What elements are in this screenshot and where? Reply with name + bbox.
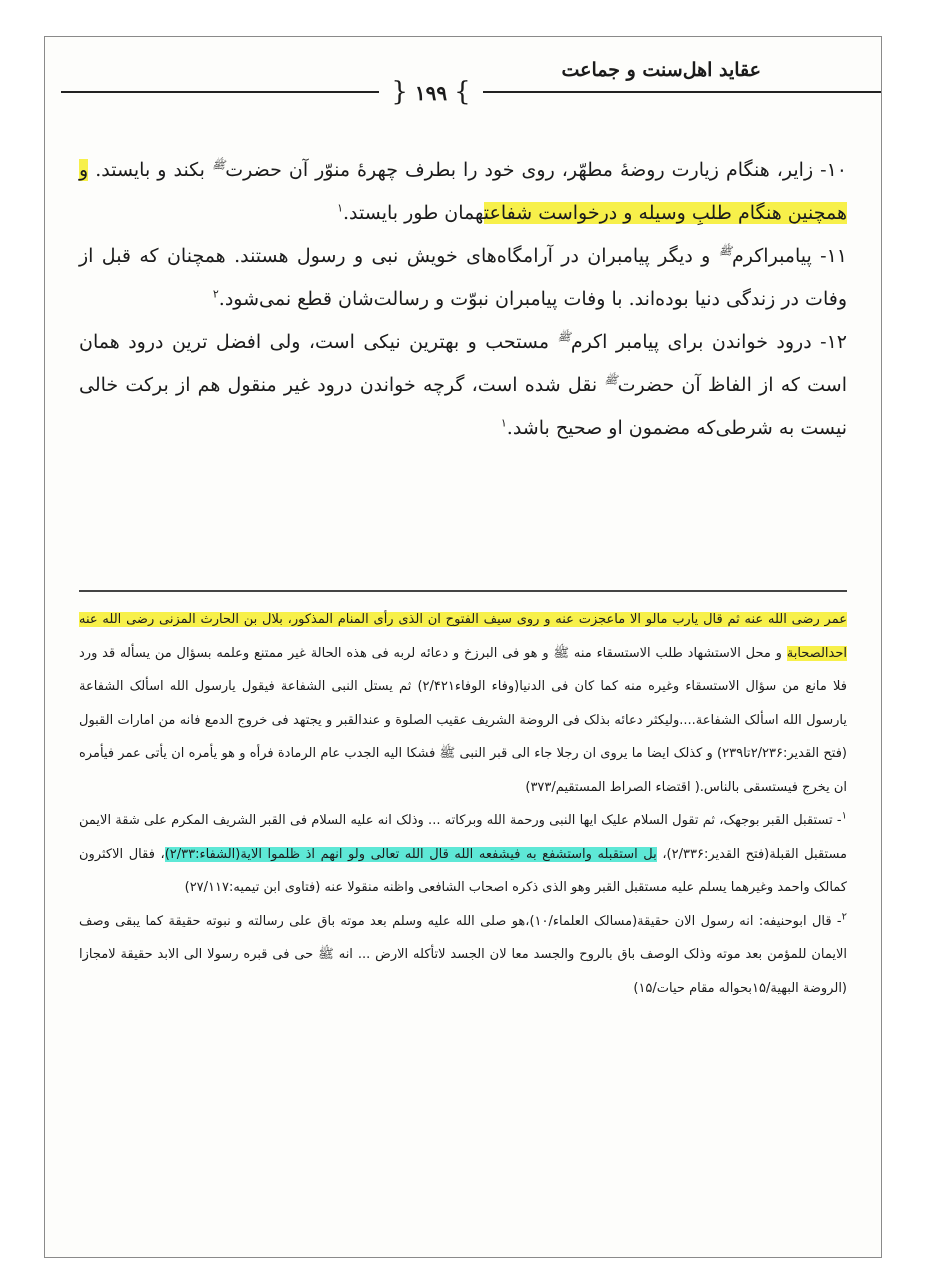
bracket-right-icon: { [454,77,471,107]
p10-text-c: همان طور بایستد. [343,202,484,224]
footnotes [79,603,847,1005]
footnote-number: ۲ [841,911,847,923]
p11-text-a: ۱۱- پیامبراکرم [732,245,847,267]
footnote-ref: ۱ [337,201,344,215]
book-page [44,36,882,1258]
paragraph-11 [79,235,847,321]
footnote-continuation [79,603,847,804]
p10-text-a: ۱۰- زایر، هنگام زیارت روضهٔ مطهّر، روی خود را بطرف چهرهٔ منوّر آن حضرت [225,159,847,181]
paragraph-10 [79,149,847,235]
salawat-icon: ﷺ [557,330,571,344]
paragraph-12 [79,321,847,450]
salawat-icon: ﷺ [718,244,733,258]
p11-text-b: و دیگر پیامبران در آرامگاه‌های خویش نبی و رسول هستند. همچنان که قبل از وفات در زندگی دنیا بوده‌اند. با وفات پیامبران نبوّت و رسالت‌شان قطع نمی‌شود. [79,245,847,310]
running-title: عقاید اهل‌سنت و جماعت [561,59,761,81]
p10-highlight: و همچنین هنگام طلبِ وسیله و درخواست شفاعت [79,159,847,224]
footnote-ref: ۲ [212,287,219,301]
footnote-ref: ۱ [500,416,507,430]
footnote-1 [79,804,847,905]
page-number: ۱۹۹ [414,81,448,105]
page-header [61,55,881,111]
page-number-box [379,77,483,107]
p12-text-c: نقل شده است، گرچه خواندن درود غیر منقول هم از برکت خالی نیست به شرطی‌که مضمون او صحیح باشد. [79,374,847,439]
footnote-number: ۱ [841,810,847,822]
salawat-icon: ﷺ [604,373,618,387]
footnote-highlight-cyan: بل استقبله واستشفع به فیشفعه الله قال الله تعالی ولو انهم اذ ظلموا الایة(الشفاء:۲/۳۳) [164,846,657,862]
p10-text-b: بکند و بایستد. [88,159,212,181]
bracket-left-icon: } [391,77,408,107]
footnote-2-text: - قال ابوحنیفه: انه رسول الان حقیقة(مسالک العلماء/۱۰)،هو صلی الله علیه وسلم بعد موته باق علی رسالته و نبوته حقیقة کما یبقی وصف الایمان للمؤمن بعد موته وذلک الوصف باق بالروح والجسد معا لان الجسد لاتأکله الارض ... انه ﷺ حی فی قبره رسولا الی الابد حقیقة لامجازا (الروضة البهیة/۱۵بحواله مقام حیات/۱۵) [79,913,847,996]
p12-text-a: ۱۲- درود خواندن برای پیامبر اکرم [570,331,847,353]
p12-text-b: مستحب و بهترین نیکی است، ولی افضل ترین درود همان است که از الفاظ آن حضرت [79,331,847,396]
footnote-divider [79,590,847,592]
main-text [79,149,847,450]
footnote-1-text-b: ، فقال الاکثرون کمالک واحمد وغیرهما یسلم علیه مستقبل القبر وهو الذی ذکره اصحاب الشافعی واظنه منقولا عنه (فتاوی ابن تیمیه:۲۷/۱۱۷) [79,846,847,895]
footnote-continuation-text: و محل الاستشهاد طلب الاستسقاء منه ﷺ و هو فی البرزخ و دعائه لربه فی هذه الحالة غیر ممتنع وعلمه بسؤال من یسأله قد ورد فلا مانع من سؤال الاستسقاء وغیره منه کما کان فی الدنیا(وفاء الوفاء۲/۴۲۱) ثم یستل النبی الشفاعة فیقول یارسول الله اسألک الشفاعة یارسول الله اسألک الشفاعة....ولیکثر دعائه بذلک فی الروضة الشریف عقیب الصلوة و عندالقبر و یجتهد فی خروج الدمع فانه من امارات القبول (فتح القدیر:۲/۲۳۶تا۲۳۹) و کذلک ایضا ما یروی ان رجلا جاء الی قبر النبی ﷺ فشکا الیه الجدب عام الرمادة فرأه و هو یأمره ان یأتی عمر فیأمره ان یخرج فیستسقی بالناس.( اقتضاء الصراط المستقیم/۳۷۳) [79,645,847,795]
footnote-1-text-a: - تستقبل القبر بوجهک، ثم تقول السلام علیک ایها النبی ورحمة الله وبرکاته ... وذلک انه علیه السلام فی القبر الشریف المکرم علی شقة الایمن مستقبل القبلة(فتح القدیر:۲/۳۳۶)، [79,813,848,862]
footnote-2 [79,905,847,1006]
footnote-highlight-yellow: عمر رضی الله عنه ثم قال یارب مالو الا ماعجزت عنه و روی سیف الفتوح ان الذی رأی المنام المذکور، بلال بن الحارث المزنی رضی الله عنه احدالصحابة [79,612,847,661]
salawat-icon: ﷺ [211,158,226,172]
